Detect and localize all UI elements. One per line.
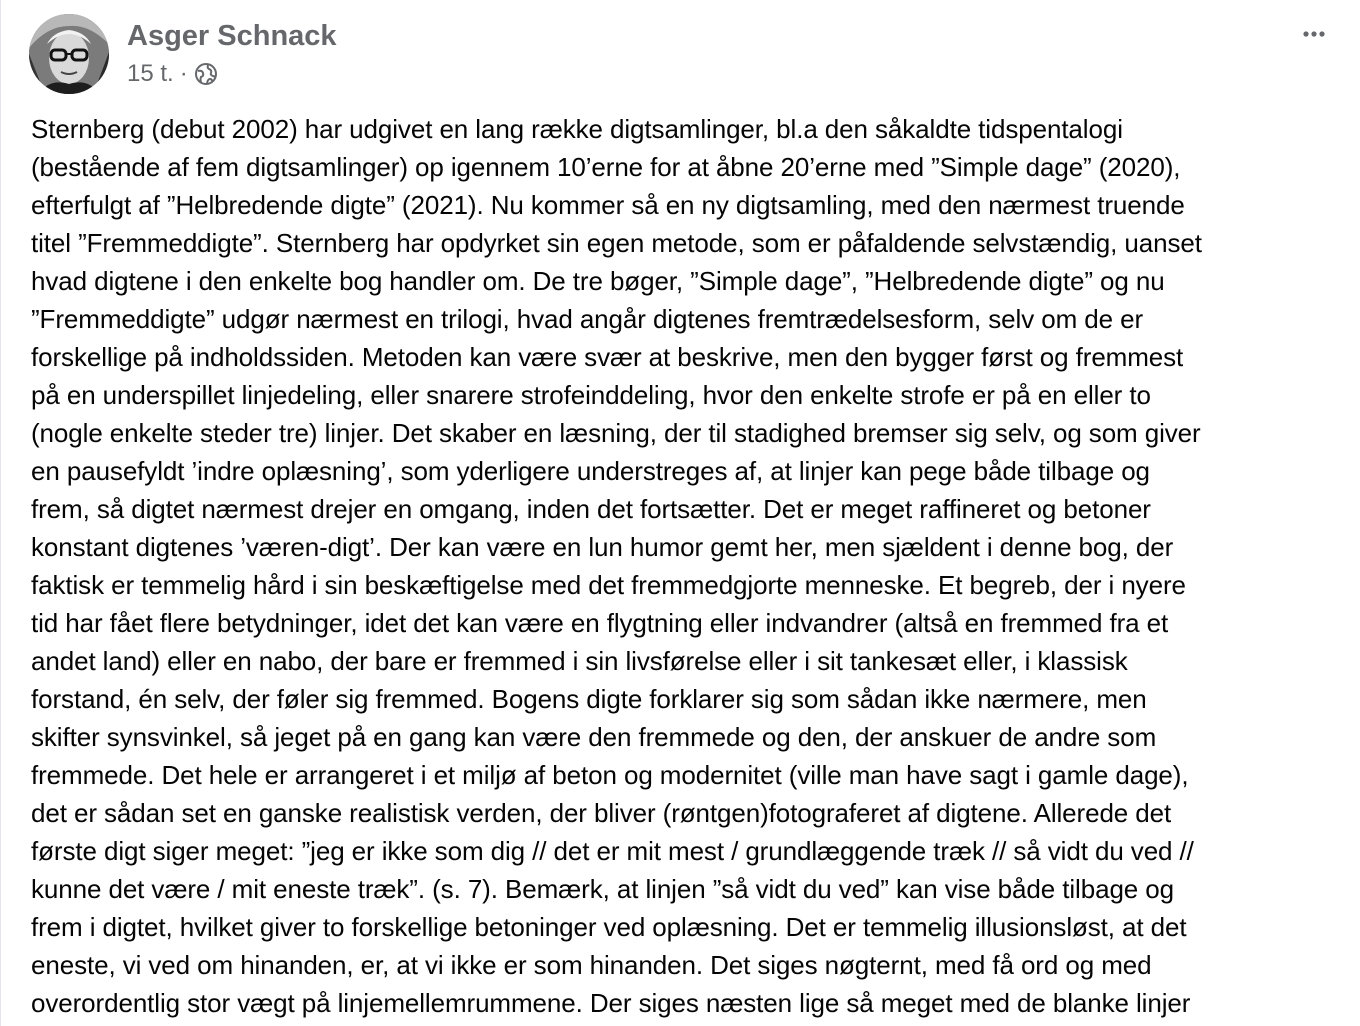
meta-separator: · bbox=[179, 60, 188, 87]
globe-icon[interactable] bbox=[194, 62, 218, 86]
post-timestamp[interactable]: 15 t. bbox=[127, 60, 174, 87]
author-name[interactable]: Asger Schnack bbox=[127, 20, 337, 52]
more-options-icon[interactable] bbox=[1301, 20, 1327, 60]
post-meta bbox=[127, 60, 218, 88]
post-header bbox=[29, 12, 1329, 94]
avatar-photo bbox=[29, 14, 109, 94]
author-avatar[interactable] bbox=[29, 14, 109, 94]
post-body-text: Sternberg (debut 2002) har udgivet en lang række digtsamlinger, bl.a den såkaldte tidspentalogi (bestående af fem digtsamlinger) op igennem 10’erne for at åbne 20’erne med ”Simple dage” (2020), efterfulgt af ”Helbredende digte” (2021). Nu kommer så en ny digtsamling, med den nærmest truende titel ”Fremmeddigte”. Sternberg har opdyrket sin egen metode, som er påfaldende selvstændig, uanset hvad digtene i den enkelte bog handler om. De tre bøger, ”Simple dage”, ”Helbredende digte” og nu ”Fremmeddigte” udgør nærmest en trilogi, hvad angår digtenes fremtrædelsesform, selv om de er forskellige på indholdssiden. Metoden kan være svær at beskrive, men den bygger først og fremmest på en underspillet linjedeling, eller snarere strofeinddeling, hvor den enkelte strofe er på en eller to (nogle enkelte steder tre) linjer. Det skaber en læsning, der til stadighed bremser sig selv, og som giver en pausefyldt ’indre oplæsning’, som yderligere understreges af, at linjer kan pege både tilbage og frem, så digtet nærmest drejer en omgang, inden det fortsætter. Det er meget raffineret og betoner konstant digtenes ’væren-digt’. Der kan være en lun humor gemt her, men sjældent i denne bog, der faktisk er temmelig hård i sin beskæftigelse med det fremmedgjorte menneske. Et begreb, der i nyere tid har fået flere betydninger, idet det kan være en flygtning eller indvandrer (altså en fremmed fra et andet land) eller en nabo, der bare er fremmed i sin livsførelse eller i sit tankesæt eller, i klassisk forstand, én selv, der føler sig fremmed. Bogens digte forklarer sig som sådan ikke nærmere, men skifter synsvinkel, så jeget på en gang kan være den fremmede og den, der anskuer de andre som fremmede. Det hele er arrangeret i et miljø af beton og modernitet (ville man have sagt i gamle dage), det er sådan set en ganske realistisk verden, der bliver (røntgen)fotograferet af digtene. Allerede det første digt siger meget: ”jeg er ikke som dig // det er mit mest / grundlæggende træk // så vidt du ved // kunne det være / mit eneste træk”. (s. 7). Bemærk, at linjen ”så vidt du ved” kan vise både tilbage og frem i digtet, hvilket giver to forskellige betoninger ved oplæsning. Det er temmelig illusionsløst, at det eneste, vi ved om hinanden, er, at vi ikke er som hinanden. Det siges nøgternt, med få ord og med overordentlig stor vægt på linjemellemrummene. Der siges næsten lige så meget med de blanke linjer bbox=[31, 114, 1202, 1018]
